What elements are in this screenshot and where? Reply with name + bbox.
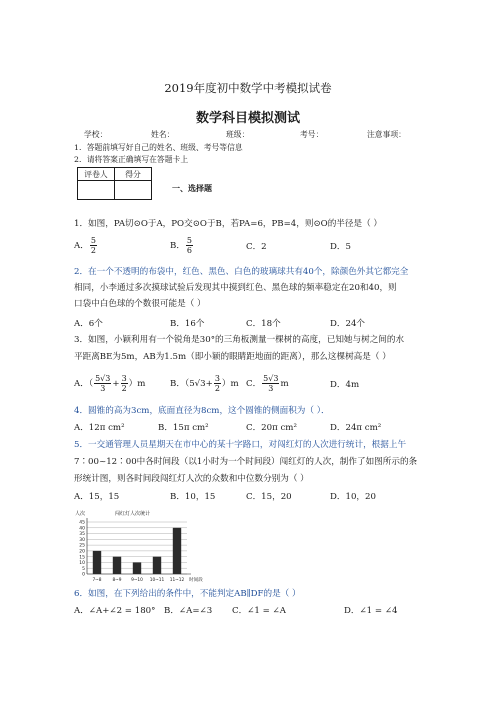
note-2: 2．请将答案正确填写在答题卡上 — [74, 155, 189, 164]
grader-cell[interactable] — [78, 181, 115, 200]
option-label: B． — [170, 241, 185, 251]
x-tick-label: 8~9 — [112, 578, 122, 583]
y-tick-label: 0 — [82, 572, 85, 578]
question-2-stem-line-1: 2．在一个不透明的布袋中，红色、黑色、白色的玻璃球共有40个，除颜色外其它都完全 — [74, 267, 409, 277]
exam-title: 2019年度初中数学中考模拟试卷 — [164, 81, 332, 95]
fraction: $\frac{3}{2}$ — [214, 374, 220, 393]
question-3-option-c: C． $\frac{5√3}{3}$ m — [246, 374, 289, 393]
question-5-option-a: A．15，15 — [74, 492, 120, 502]
bar — [133, 562, 141, 574]
x-tick-label: 11~12 — [169, 578, 185, 583]
note-1: 1．答题前填写好自己的姓名、班级、考号等信息 — [74, 143, 243, 152]
x-axis-label: 时间段 — [189, 578, 203, 583]
bar — [93, 551, 101, 574]
y-tick-label: 35 — [79, 532, 85, 538]
question-5-option-d: D．10，20 — [330, 492, 376, 502]
question-6-option-d: D．∠1 = ∠4 — [344, 606, 398, 616]
fraction: $\frac{3}{2}$ — [121, 374, 127, 393]
y-tick-label: 5 — [82, 566, 85, 572]
question-2-stem-line-3: 口袋中白色球的个数很可能是（ ） — [74, 299, 206, 309]
score-header: 得分 — [115, 168, 152, 181]
question-6-option-a: A．∠A+∠2 = 180° — [74, 606, 156, 616]
fraction: $\frac{5√3}{3}$ — [263, 374, 279, 393]
y-axis-label: 人次 — [75, 511, 86, 517]
y-tick-label: 15 — [79, 555, 85, 561]
question-5-stem-line-3: 形统计图，则各时间段闯红灯人次的众数和中位数分别为（ ） — [74, 474, 309, 484]
y-tick-label: 30 — [79, 537, 85, 543]
question-5-option-c: C．15，20 — [246, 492, 292, 502]
question-4-option-a: A．12π cm² — [74, 423, 125, 433]
question-2-stem-line-2: 相同，小李通过多次摸球试验后发现其中摸到红色、黑色球的频率稳定在20和40，则 — [74, 283, 397, 293]
fraction: $\frac{5}{6}$ — [186, 236, 193, 255]
y-tick-label: 20 — [79, 549, 85, 555]
exam-number-field: 考号： — [300, 130, 324, 139]
question-2-option-d: D．24个 — [330, 319, 366, 329]
question-3-option-d: D．4m — [330, 380, 360, 390]
grader-header: 评卷人 — [78, 168, 115, 181]
question-2-option-b: B．16个 — [170, 319, 205, 329]
question-4-option-d: D．24π cm² — [330, 423, 382, 433]
question-5-stem-line-2: 7∶00~12∶00中各时间段（以1小时为一个时间段）闯红灯的人次，制作了如图所示的条 — [74, 457, 418, 467]
x-tick-label: 10~11 — [149, 578, 165, 583]
red-light-bar-chart — [75, 510, 215, 584]
question-2-option-c: C．18个 — [246, 319, 281, 329]
x-tick-label: 9~10 — [131, 578, 143, 583]
school-field: 学校： — [84, 130, 108, 139]
question-4-stem: 4．圆锥的高为3cm，底面直径为8cm，这个圆锥的侧面积为（ ）． — [74, 406, 330, 416]
option-label: A． — [74, 241, 89, 251]
class-field: 班级： — [226, 130, 250, 139]
bar — [153, 557, 161, 574]
question-3-option-b: B．（5√3+ $\frac{3}{2}$ ）m — [170, 374, 239, 393]
question-4-option-b: B．15π cm² — [158, 423, 209, 433]
question-3-option-a: A．（ $\frac{5√3}{3}$ + $\frac{3}{2}$ ）m — [74, 374, 146, 393]
bar — [113, 557, 121, 574]
question-3-stem-line-1: 3．如图，小颖利用有一个锐角是30°的三角板测量一棵树的高度，已知她与树之间的水 — [74, 335, 405, 345]
y-tick-label: 10 — [79, 561, 85, 567]
y-tick-label: 45 — [79, 520, 85, 526]
question-6-stem: 6．如图，在下列给出的条件中，不能判定AB∥DF的是（ ） — [74, 589, 301, 599]
question-5-option-b: B．10，15 — [170, 492, 216, 502]
score-cell[interactable] — [115, 181, 152, 200]
question-1-stem: 1．如图，PA切⊙O于A，PO交⊙O于B，若PA=6，PB=4，则⊙O的半径是（ ） — [74, 219, 382, 229]
question-1-option-c: C．2 — [246, 242, 267, 252]
question-5-stem-line-1: 5．一交通管理人员星期天在市中心的某十字路口，对闯红灯的人次进行统计，根据上午 — [74, 440, 407, 450]
question-1-option-d: D．5 — [330, 242, 351, 252]
notice-field: 注意事项： — [367, 130, 406, 139]
question-6-option-b: B．∠A=∠3 — [164, 606, 213, 616]
fraction: $\frac{5√3}{3}$ — [95, 374, 111, 393]
question-2-option-a: A．6个 — [74, 319, 103, 329]
section-title: 一、选择题 — [172, 184, 212, 193]
subject-title: 数学科目模拟测试 — [195, 111, 300, 126]
question-3-stem-line-2: 平距离BE为5m，AB为1.5m（即小颖的眼睛距地面的距离），那么这棵树高是（ ） — [74, 352, 391, 362]
question-4-option-c: C．20π cm² — [246, 423, 297, 433]
question-1-option-b — [170, 236, 194, 255]
x-tick-label: 7~8 — [92, 578, 102, 583]
bar — [173, 528, 181, 574]
question-1-option-a — [74, 236, 98, 255]
question-6-option-c: C．∠1 = ∠A — [232, 606, 286, 616]
fraction: $\frac{5}{2}$ — [90, 236, 96, 255]
y-tick-label: 25 — [79, 543, 85, 549]
y-tick-label: 40 — [79, 526, 85, 532]
name-field: 姓名： — [151, 130, 175, 139]
score-table — [77, 167, 152, 200]
chart-title: 闯红灯人次统计 — [115, 511, 151, 517]
